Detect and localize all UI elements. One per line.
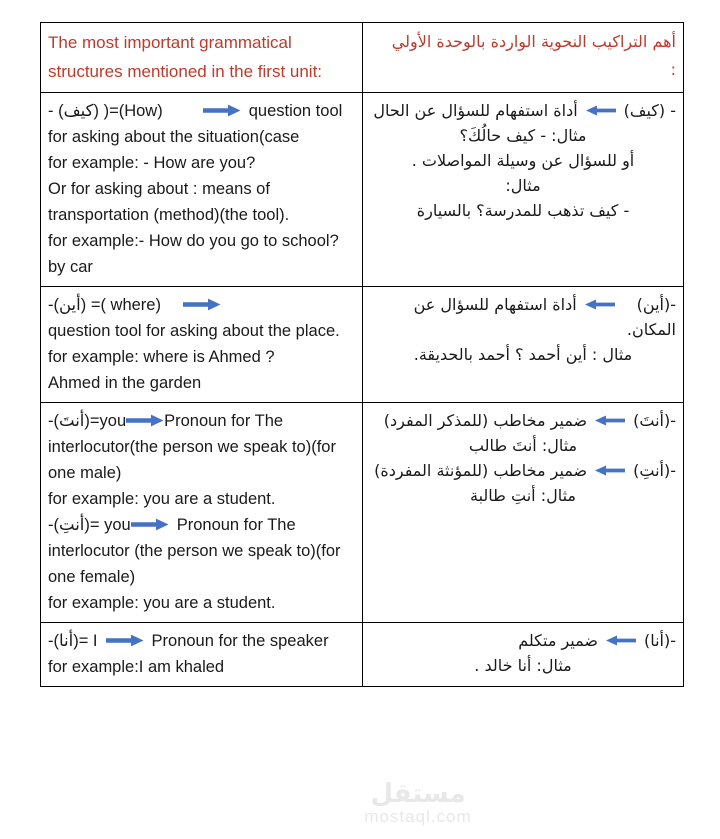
example-ayna-english-2: Ahmed in the garden xyxy=(48,374,202,392)
example-kayfa-arabic-1: مثال: - كيف حالُكَ؟ xyxy=(459,126,587,145)
cell-arabic-title xyxy=(363,23,684,93)
term-anta-arabic: -(أنتَ) xyxy=(633,411,676,430)
definition-ayna-english-1: question tool for asking about the place. xyxy=(48,322,340,340)
definition-anta-arabic: ضمير مخاطب (للمذكر المفرد) xyxy=(383,411,588,430)
term-ana-arabic: -(أنا) xyxy=(643,631,676,650)
table-row xyxy=(41,23,684,93)
page-title-arabic-colon: : xyxy=(670,60,676,79)
arrow-left-icon xyxy=(585,299,615,310)
table-row xyxy=(41,403,684,623)
example-ana-english: for example:I am khaled xyxy=(48,658,225,676)
mostaql-watermark xyxy=(318,779,518,827)
table-row xyxy=(41,287,684,403)
definition-kayfa-arabic: أداة استفهام للسؤال عن الحال xyxy=(373,101,578,120)
watermark-latin-text: mostaql.com xyxy=(364,807,472,826)
term-ayna-english: -(أين) =( where) xyxy=(48,296,161,314)
page-title-english: The most important grammatical structures mentioned in the first unit: xyxy=(48,33,323,81)
arrow-right-icon xyxy=(183,298,221,311)
term-anta-english: -(أنتَ)=you xyxy=(48,412,127,430)
definition-ayna-arabic: أداة استفهام للسؤال عن المكان. xyxy=(413,295,676,339)
cell-arabic-kayfa xyxy=(363,93,684,287)
example-kayfa-english-2: Or for asking about : means of transportation (method)(the tool). xyxy=(48,180,290,224)
arrow-left-icon xyxy=(595,465,625,476)
cell-english-anta-anti xyxy=(41,403,363,623)
cell-english-ana xyxy=(41,623,363,687)
cell-english-kayfa xyxy=(41,93,363,287)
arrow-left-icon xyxy=(586,105,616,116)
example-kayfa-arabic-3: مثال: xyxy=(505,176,541,195)
definition-kayfa-english: question tool for asking about the situation(case xyxy=(48,102,343,146)
definition-anta-english: Pronoun for The interlocutor(the person we speak to)(for one male) xyxy=(48,412,336,482)
example-ayna-english-1: for example: where is Ahmed ? xyxy=(48,348,275,366)
definition-ana-arabic: ضمير متكلم xyxy=(518,631,598,650)
example-kayfa-arabic-4: - كيف تذهب للمدرسة؟ بالسيارة xyxy=(416,201,630,220)
example-kayfa-english-1: for example: - How are you? xyxy=(48,154,256,172)
anti-arabic-block xyxy=(370,458,676,483)
example-ayna-arabic-1: مثال : أين أحمد ؟ أحمد بالحديقة. xyxy=(413,345,633,364)
arrow-left-icon xyxy=(606,635,636,646)
cell-english-title xyxy=(41,23,363,93)
cell-english-ayna xyxy=(41,287,363,403)
example-anta-arabic: مثال: أنتَ طالب xyxy=(468,436,578,455)
arrow-right-icon xyxy=(106,634,144,647)
arrow-right-icon xyxy=(203,104,241,117)
example-kayfa-arabic-2: أو للسؤال عن وسيلة المواصلات . xyxy=(411,151,635,170)
term-kayfa-english: - (كيف) )=(How) xyxy=(48,102,163,120)
example-anti-arabic: مثال: أنتِ طالبة xyxy=(470,486,576,505)
term-ana-english: -(أنا)= I xyxy=(48,632,98,650)
arrow-right-icon xyxy=(131,518,169,531)
cell-arabic-anta-anti xyxy=(363,403,684,623)
definition-anti-english: Pronoun for The interlocutor (the person we speak to)(for one female) xyxy=(48,516,341,586)
watermark-arabic-text: مستقل xyxy=(370,778,466,808)
definition-anti-arabic: ضمير مخاطب (للمؤنثة المفردة) xyxy=(374,461,588,480)
term-anti-english: -(أنتِ)= you xyxy=(48,516,131,534)
term-kayfa-arabic: - (كيف) xyxy=(623,101,676,120)
grammar-structures-table xyxy=(40,22,684,687)
table-row xyxy=(41,93,684,287)
example-anti-english: for example: you are a student. xyxy=(48,594,276,612)
example-anta-english: for example: you are a student. xyxy=(48,490,276,508)
table-row xyxy=(41,623,684,687)
example-ana-arabic: مثال: أنا خالد . xyxy=(474,656,572,675)
example-kayfa-english-3: for example:- How do you go to school? by car xyxy=(48,232,339,276)
term-ayna-arabic: -(أين) xyxy=(636,295,676,314)
arrow-right-icon xyxy=(126,414,164,427)
arrow-left-icon xyxy=(595,415,625,426)
cell-arabic-ayna xyxy=(363,287,684,403)
page-title-arabic: أهم التراكيب النحوية الواردة بالوحدة الأولي xyxy=(391,32,676,51)
term-anti-arabic: -(أنتِ) xyxy=(633,461,676,480)
definition-ana-english: Pronoun for the speaker xyxy=(151,632,329,650)
anti-english-block xyxy=(48,512,355,590)
cell-arabic-ana xyxy=(363,623,684,687)
